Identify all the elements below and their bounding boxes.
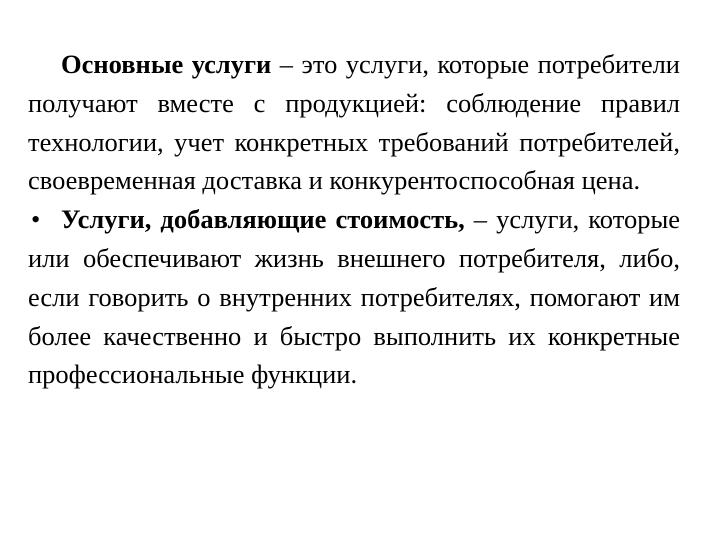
bullet-icon: • bbox=[31, 204, 41, 235]
value-added-services-definition: – услуги, которые или обеспечивают жизнь внешнего потребителя, либо, если говорить о внутренних потребителях, помогают им более качественно и быстро выполнить их конкретные профессиональные функции. bbox=[28, 204, 681, 390]
basic-services-paragraph bbox=[28, 45, 680, 200]
value-added-services-paragraph bbox=[28, 200, 680, 394]
basic-services-definition: – это услуги, которые потребители получают вместе с продукцией: соблюдение правил технологии, учет конкретных требований потребителей, своевременная доставка и конкурентоспособная цена. bbox=[28, 49, 680, 196]
text-block bbox=[28, 45, 680, 394]
basic-services-term: Основные услуги bbox=[61, 49, 272, 79]
value-added-services-term: Услуги, добавляющие стоимость, bbox=[61, 204, 465, 235]
